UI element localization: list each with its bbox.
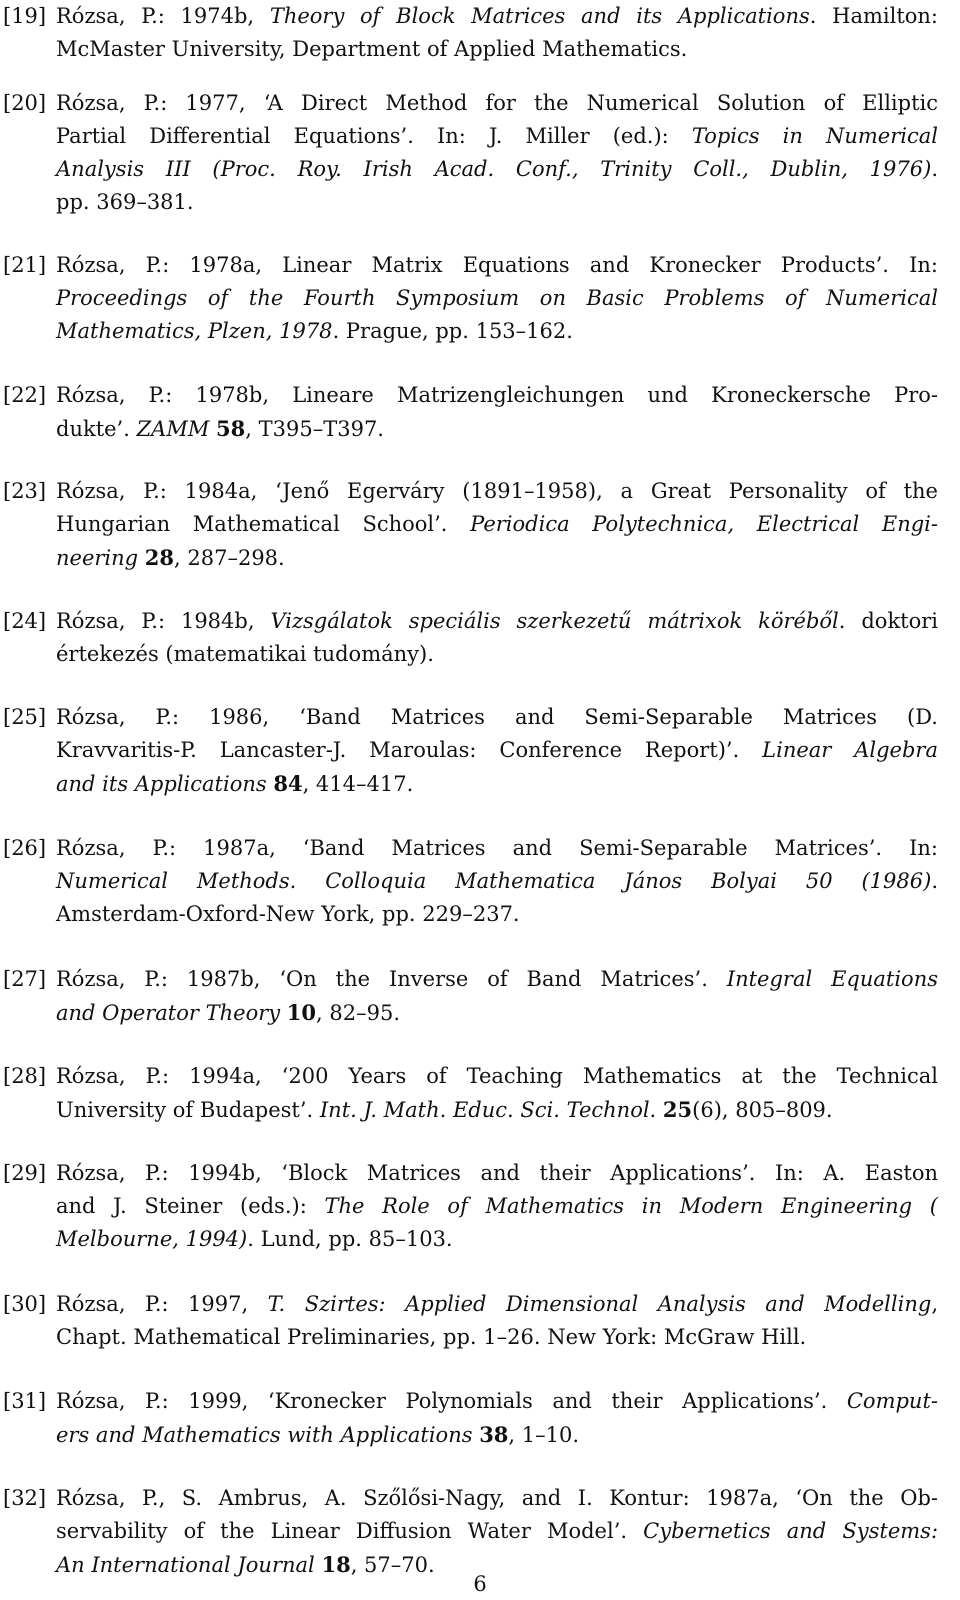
bold-volume: 38 bbox=[479, 1422, 509, 1447]
plain-text: Rózsa, P.: 1986, ‘Band Matrices and Semi-Separable Matrices (D. bbox=[56, 705, 938, 729]
reference-line bbox=[56, 701, 938, 734]
reference-text bbox=[56, 1482, 938, 1582]
reference-line bbox=[56, 734, 938, 767]
reference-line bbox=[56, 1321, 938, 1354]
page-number: 6 bbox=[473, 1572, 487, 1596]
plain-text bbox=[280, 1001, 287, 1025]
reference-line bbox=[56, 1157, 938, 1190]
plain-text: Rózsa, P.: 1974b, bbox=[56, 4, 270, 28]
reference-line bbox=[56, 87, 938, 120]
reference-line bbox=[56, 1223, 938, 1256]
reference-text bbox=[56, 1157, 938, 1256]
reference-text bbox=[56, 963, 938, 1030]
plain-text: Partial Differential Equations’. In: J. Miller (ed.): bbox=[56, 124, 692, 148]
plain-text: Hungarian Mathematical School’. bbox=[56, 512, 471, 536]
plain-text: Rózsa, P.: 1978b, Lineare Matrizengleichungen und Kroneckersche Pro- bbox=[56, 383, 938, 407]
reference-line bbox=[56, 1093, 938, 1127]
italic-text: and Operator Theory bbox=[56, 1001, 281, 1025]
plain-text: Rózsa, P.: 1977, ‘A Direct Method for the Numerical Solution of Elliptic bbox=[56, 91, 938, 115]
reference-line bbox=[56, 767, 938, 801]
reference-line bbox=[56, 638, 938, 671]
italic-text: Topics in Numerical bbox=[691, 124, 938, 148]
italic-text: and its Applications bbox=[56, 772, 267, 796]
reference-text bbox=[56, 605, 938, 671]
plain-text: Amsterdam-Oxford-New York, pp. 229–237. bbox=[56, 902, 520, 926]
plain-text: Rózsa, P.: 1999, ‘Kronecker Polynomials and their Applications’. bbox=[56, 1389, 847, 1413]
plain-text: Rózsa, P.: 1978a, Linear Matrix Equations and Kronecker Products’. In: bbox=[56, 253, 938, 277]
reference-number: [27] bbox=[3, 967, 47, 991]
bold-volume: 25 bbox=[662, 1097, 693, 1122]
reference-number: [25] bbox=[3, 705, 47, 729]
plain-text: . bbox=[931, 869, 938, 893]
reference-text bbox=[56, 87, 938, 219]
reference-number: [24] bbox=[3, 609, 47, 633]
reference-line bbox=[56, 282, 938, 315]
bold-volume: 10 bbox=[286, 1000, 317, 1025]
reference-line bbox=[56, 1385, 938, 1418]
reference-line bbox=[56, 475, 938, 508]
plain-text: Chapt. Mathematical Preliminaries, pp. 1–26. New York: McGraw Hill. bbox=[56, 1325, 807, 1349]
italic-text: Comput- bbox=[846, 1389, 938, 1413]
reference-number: [29] bbox=[3, 1161, 47, 1185]
plain-text: . Hamilton: bbox=[809, 4, 938, 28]
italic-text: Cybernetics and Systems: bbox=[643, 1519, 939, 1543]
reference-line bbox=[56, 1060, 938, 1093]
reference-number: [30] bbox=[3, 1292, 47, 1316]
plain-text: Kravvaritis-P. Lancaster-J. Maroulas: Conference Report)’. bbox=[56, 738, 763, 762]
plain-text: . Lund, pp. 85–103. bbox=[247, 1227, 453, 1251]
italic-text: Linear Algebra bbox=[762, 738, 938, 762]
reference-number: [32] bbox=[3, 1486, 47, 1510]
reference-text bbox=[56, 1385, 938, 1452]
reference-number: [19] bbox=[3, 4, 47, 28]
plain-text: Rózsa, P.: 1987b, ‘On the Inverse of Band Matrices’. bbox=[56, 967, 727, 991]
italic-text: Mathematics, Plzen, 1978 bbox=[56, 319, 333, 343]
italic-text: Periodica Polytechnica, Electrical Engi- bbox=[470, 512, 938, 536]
reference-line bbox=[56, 1482, 938, 1515]
reference-line bbox=[56, 996, 938, 1030]
plain-text: . bbox=[931, 157, 938, 181]
reference-text bbox=[56, 379, 938, 446]
plain-text: Rózsa, P.: 1984b, bbox=[56, 609, 271, 633]
plain-text: , T395–T397. bbox=[245, 417, 384, 441]
reference-line bbox=[56, 1190, 938, 1223]
plain-text: Rózsa, P.: 1994b, ‘Block Matrices and their Applications’. In: A. Easton bbox=[56, 1161, 938, 1185]
italic-text: neering bbox=[56, 546, 139, 570]
bold-volume: 58 bbox=[216, 416, 246, 441]
plain-text: . Prague, pp. 153–162. bbox=[332, 319, 573, 343]
reference-line bbox=[56, 153, 938, 186]
plain-text: University of Budapest’. bbox=[56, 1098, 320, 1122]
italic-text: Proceedings of the Fourth Symposium on Basic Problems of Numerical bbox=[56, 286, 938, 310]
reference-line bbox=[56, 120, 938, 153]
reference-line bbox=[56, 1288, 938, 1321]
reference-text bbox=[56, 475, 938, 575]
reference-text bbox=[56, 1288, 938, 1354]
reference-line bbox=[56, 508, 938, 541]
italic-text: Melbourne, 1994) bbox=[56, 1227, 248, 1251]
plain-text: Rózsa, P., S. Ambrus, A. Szőlősi-Nagy, and I. Kontur: 1987a, ‘On the Ob- bbox=[56, 1486, 938, 1510]
reference-number: [23] bbox=[3, 479, 47, 503]
reference-line bbox=[56, 605, 938, 638]
plain-text: értekezés (matematikai tudomány). bbox=[56, 642, 434, 666]
reference-line bbox=[56, 249, 938, 282]
plain-text: and J. Steiner (eds.): bbox=[56, 1194, 325, 1218]
bold-volume: 28 bbox=[144, 545, 175, 570]
reference-number: [20] bbox=[3, 91, 47, 115]
plain-text: . doktori bbox=[838, 609, 939, 633]
plain-text: McMaster University, Department of Applied Mathematics. bbox=[56, 37, 688, 61]
reference-line bbox=[56, 0, 938, 33]
italic-text: T. Szirtes: Applied Dimensional Analysis and Modelling bbox=[267, 1292, 932, 1316]
plain-text: , 1–10. bbox=[508, 1423, 580, 1447]
italic-text: Analysis III (Proc. Roy. Irish Acad. Conf., Trinity Coll., Dublin, 1976) bbox=[56, 157, 932, 181]
plain-text: Rózsa, P.: 1984a, ‘Jenő Egerváry (1891–1958), a Great Personality of the bbox=[56, 479, 938, 503]
reference-text bbox=[56, 249, 938, 348]
plain-text: , 414–417. bbox=[302, 772, 414, 796]
italic-text: Theory of Block Matrices and its Applications bbox=[269, 4, 810, 28]
plain-text bbox=[138, 546, 145, 570]
reference-line bbox=[56, 898, 938, 931]
reference-line bbox=[56, 963, 938, 996]
reference-line bbox=[56, 33, 938, 66]
reference-number: [28] bbox=[3, 1064, 47, 1088]
bold-volume: 18 bbox=[321, 1552, 351, 1577]
italic-text: ZAMM bbox=[136, 417, 210, 441]
plain-text: Rózsa, P.: 1994a, ‘200 Years of Teaching Mathematics at the Technical bbox=[56, 1064, 938, 1088]
italic-text: Vizsgálatok speciális szerkezetű mátrixok köréből bbox=[270, 609, 839, 633]
reference-text bbox=[56, 701, 938, 801]
reference-line bbox=[56, 1418, 938, 1452]
reference-number: [22] bbox=[3, 383, 47, 407]
bold-volume: 84 bbox=[273, 771, 303, 796]
reference-line bbox=[56, 412, 938, 446]
italic-text: The Role of Mathematics in Modern Engineering ( bbox=[324, 1194, 938, 1218]
plain-text: pp. 369–381. bbox=[56, 190, 194, 214]
reference-text bbox=[56, 0, 938, 66]
italic-text: Integral Equations bbox=[726, 967, 938, 991]
plain-text: servability of the Linear Diffusion Water Model’. bbox=[56, 1519, 644, 1543]
italic-text: Numerical Methods. Colloquia Mathematica János Bolyai 50 (1986) bbox=[56, 869, 932, 893]
reference-text bbox=[56, 832, 938, 931]
plain-text: , bbox=[931, 1292, 938, 1316]
italic-text: Int. J. Math. Educ. Sci. Technol. bbox=[319, 1098, 657, 1122]
italic-text: ers and Mathematics with Applications bbox=[56, 1423, 473, 1447]
reference-line bbox=[56, 832, 938, 865]
plain-text: dukte’. bbox=[56, 417, 137, 441]
reference-line bbox=[56, 865, 938, 898]
plain-text: , 57–70. bbox=[350, 1553, 435, 1577]
plain-text: , 82–95. bbox=[316, 1001, 401, 1025]
reference-number: [26] bbox=[3, 836, 47, 860]
plain-text: Rózsa, P.: 1987a, ‘Band Matrices and Semi-Separable Matrices’. In: bbox=[56, 836, 938, 860]
reference-number: [31] bbox=[3, 1389, 47, 1413]
plain-text: (6), 805–809. bbox=[692, 1098, 833, 1122]
reference-text bbox=[56, 1060, 938, 1127]
reference-line bbox=[56, 541, 938, 575]
reference-line bbox=[56, 1515, 938, 1548]
plain-text: Rózsa, P.: 1997, bbox=[56, 1292, 268, 1316]
reference-line bbox=[56, 315, 938, 348]
reference-line bbox=[56, 186, 938, 219]
plain-text: , 287–298. bbox=[174, 546, 285, 570]
reference-line bbox=[56, 379, 938, 412]
reference-number: [21] bbox=[3, 253, 47, 277]
italic-text: An International Journal bbox=[56, 1553, 315, 1577]
plain-text bbox=[656, 1098, 663, 1122]
